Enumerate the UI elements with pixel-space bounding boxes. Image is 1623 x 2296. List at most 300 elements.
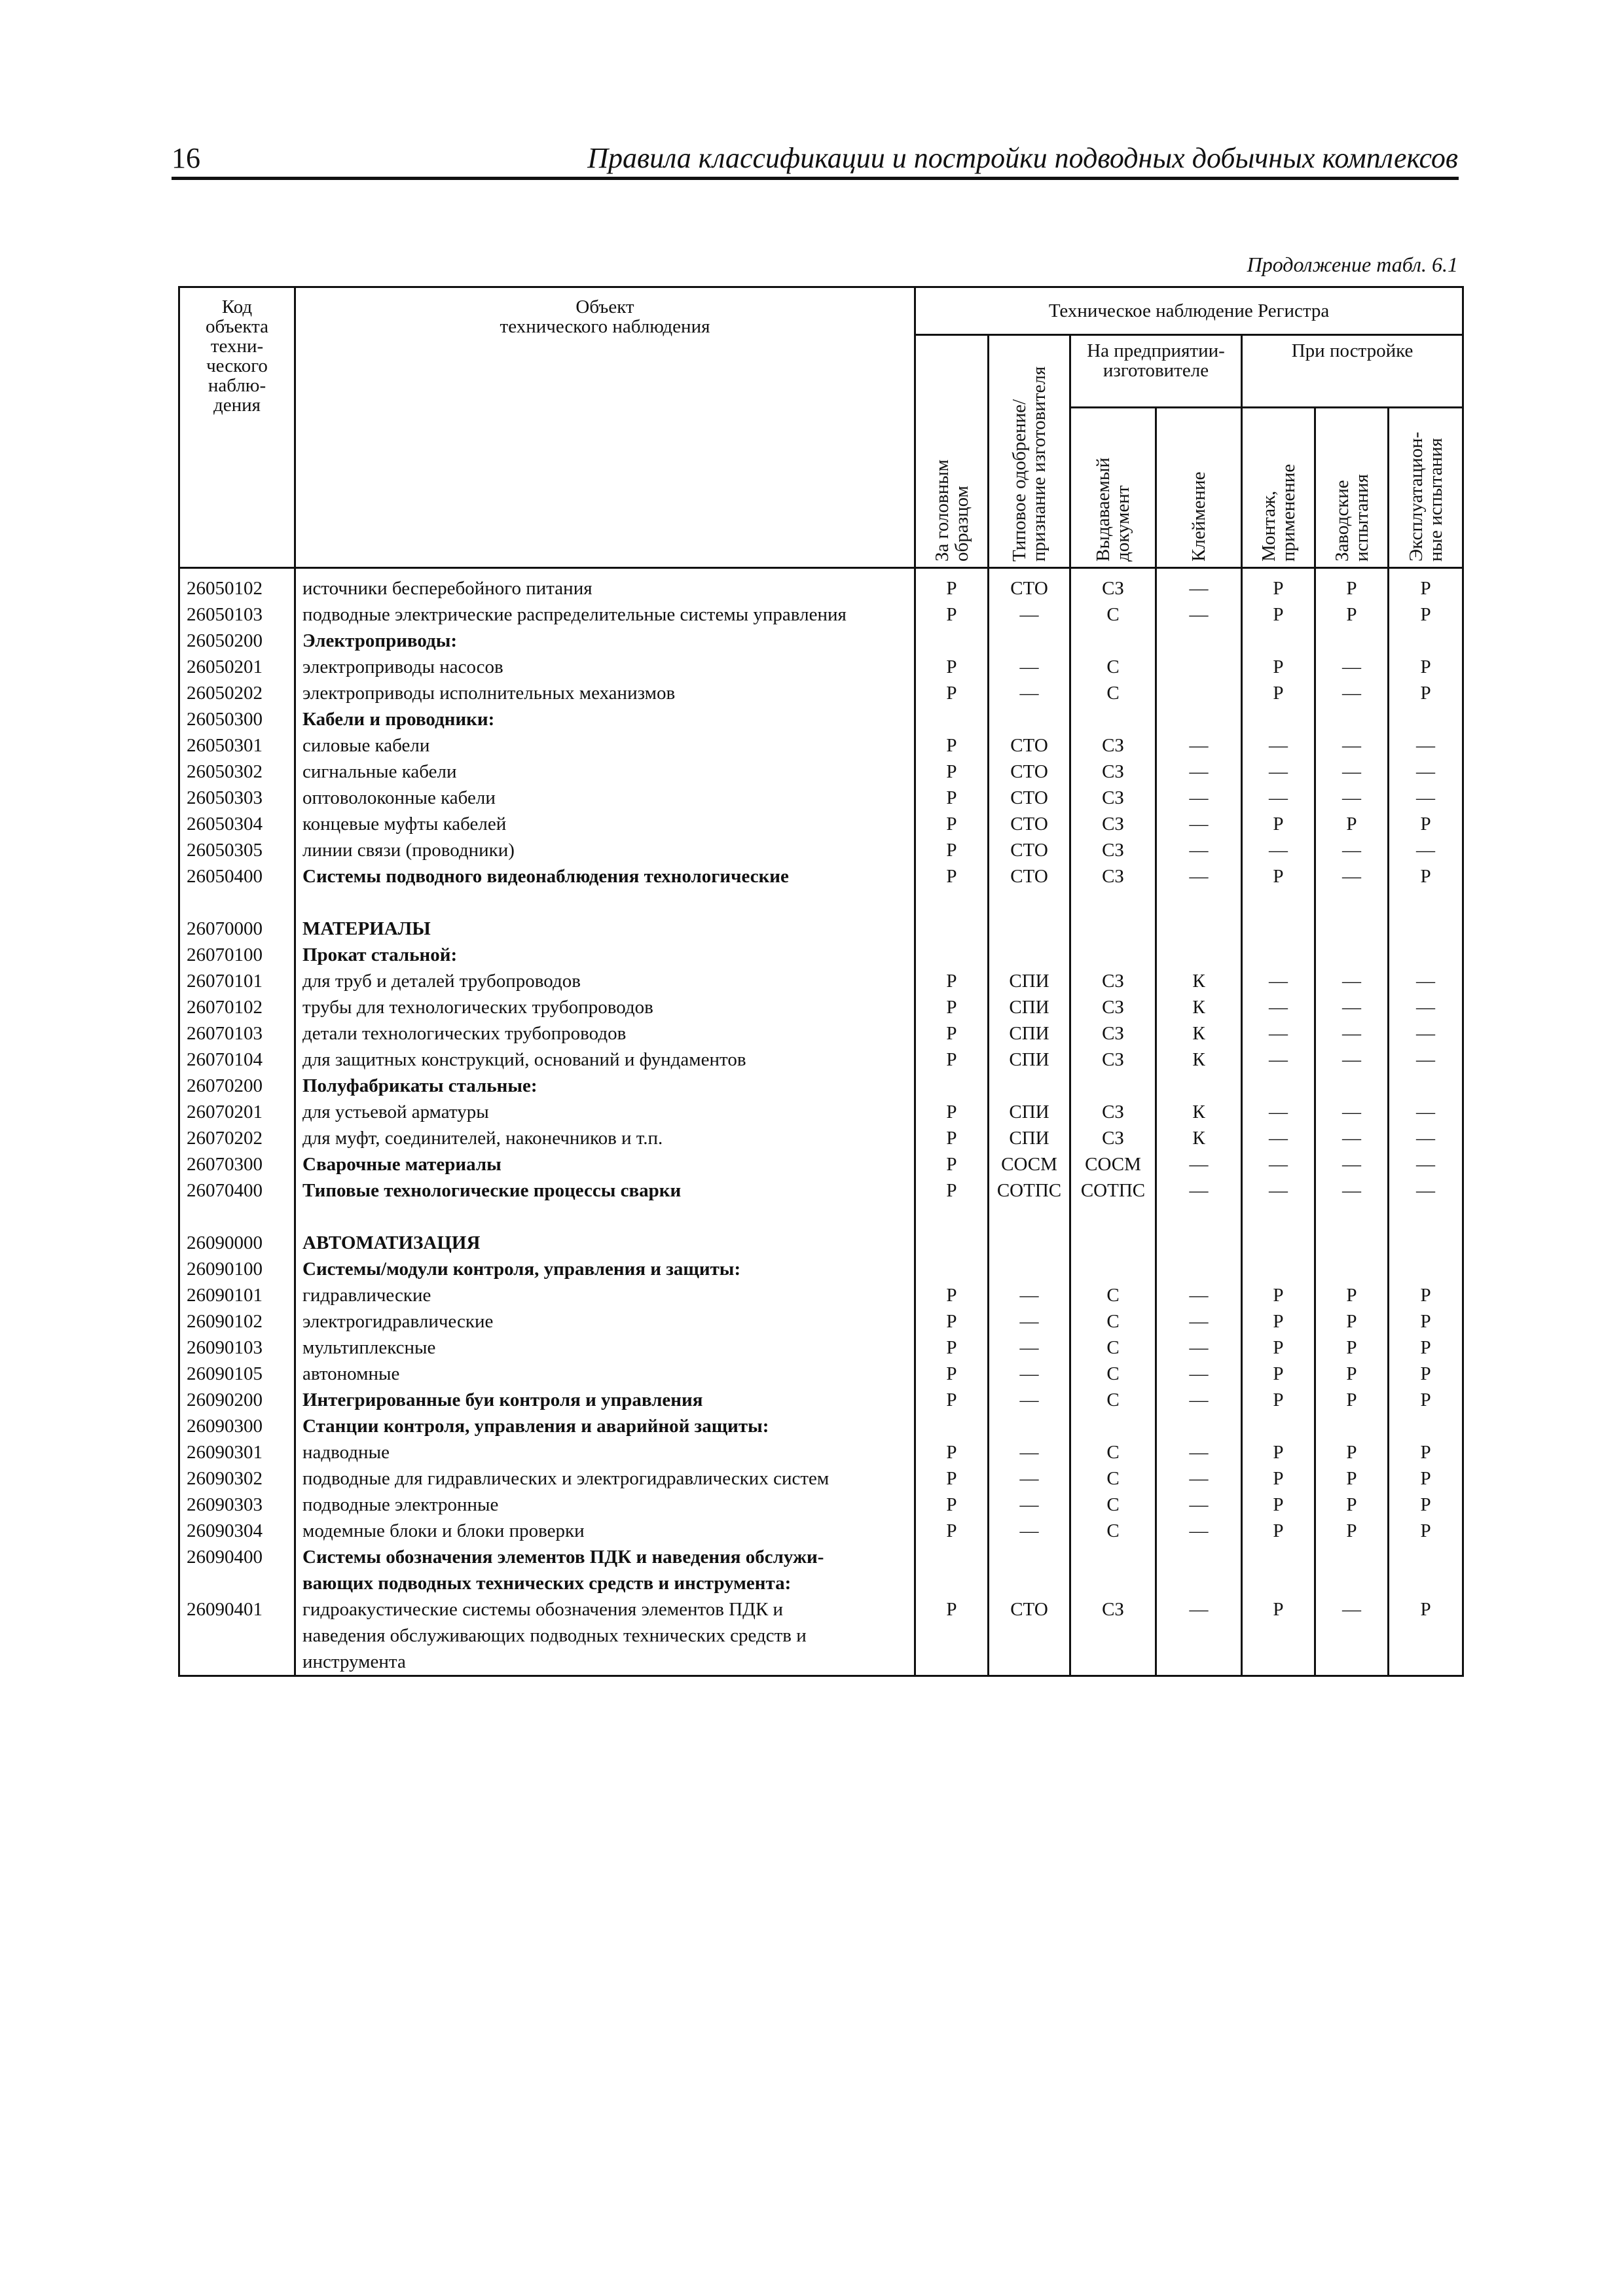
table-row [179, 811, 1463, 837]
cell-prototype: Р [915, 1518, 989, 1544]
cell-factory-tests [1315, 1413, 1389, 1439]
header-register-inspection: Техническое наблюдение Регистра [915, 287, 1463, 335]
cell-code: 26070104 [179, 1047, 295, 1073]
cell-issued-document: С [1070, 1465, 1156, 1492]
cell-code: 26050400 [179, 863, 295, 889]
cell-installation: Р [1242, 1439, 1315, 1465]
cell-branding: — [1156, 837, 1242, 863]
cell-type-approval: СТО [989, 568, 1070, 602]
cell-prototype: Р [915, 568, 989, 602]
cell-prototype: Р [915, 1125, 989, 1151]
cell-object: Интегрированные буи контроля и управления [295, 1387, 915, 1413]
cell-prototype: Р [915, 785, 989, 811]
cell-code [179, 1204, 295, 1230]
cell-object: модемные блоки и блоки проверки [295, 1518, 915, 1544]
cell-prototype [915, 1544, 989, 1570]
cell-operational-tests: Р [1389, 568, 1463, 602]
cell-branding: — [1156, 863, 1242, 889]
cell-operational-tests [1389, 706, 1463, 732]
cell-factory-tests: — [1315, 1596, 1389, 1623]
cell-operational-tests: — [1389, 837, 1463, 863]
cell-issued-document: СЗ [1070, 759, 1156, 785]
cell-type-approval [989, 1570, 1070, 1596]
cell-prototype [915, 1073, 989, 1099]
cell-code: 26070202 [179, 1125, 295, 1151]
header-code-line: ческого [206, 355, 268, 376]
cell-operational-tests: Р [1389, 1308, 1463, 1335]
cell-issued-document: С [1070, 1282, 1156, 1308]
header-type-approval [989, 335, 1070, 568]
cell-object: трубы для технологических трубопроводов [295, 994, 915, 1020]
table-spacer-row [179, 889, 1463, 916]
cell-issued-document: С [1070, 1335, 1156, 1361]
cell-factory-tests: — [1315, 1151, 1389, 1177]
table-row [179, 1230, 1463, 1256]
table-row [179, 968, 1463, 994]
cell-operational-tests [1389, 1073, 1463, 1099]
cell-object: источники бесперебойного питания [295, 568, 915, 602]
cell-object: концевые муфты кабелей [295, 811, 915, 837]
cell-installation: — [1242, 1177, 1315, 1204]
cell-type-approval: СПИ [989, 1047, 1070, 1073]
cell-installation [1242, 942, 1315, 968]
cell-object: Типовые технологические процессы сварки [295, 1177, 915, 1204]
cell-branding: — [1156, 1361, 1242, 1387]
table-row [179, 1518, 1463, 1544]
cell-code: 26070200 [179, 1073, 295, 1099]
cell-branding [1156, 1649, 1242, 1676]
table-row [179, 706, 1463, 732]
cell-object [295, 889, 915, 916]
header-prototype-line: За головным [931, 459, 953, 562]
cell-prototype: Р [915, 1387, 989, 1413]
table-row [179, 1020, 1463, 1047]
cell-operational-tests: — [1389, 785, 1463, 811]
cell-object: подводные электронные [295, 1492, 915, 1518]
cell-prototype [915, 1649, 989, 1676]
cell-prototype: Р [915, 1177, 989, 1204]
cell-branding: — [1156, 1308, 1242, 1335]
cell-issued-document [1070, 1413, 1156, 1439]
cell-factory-tests: — [1315, 863, 1389, 889]
cell-installation: Р [1242, 1361, 1315, 1387]
cell-operational-tests: — [1389, 1177, 1463, 1204]
header-installation-line: Монтаж, [1258, 490, 1279, 562]
cell-installation [1242, 1256, 1315, 1282]
cell-object: Электроприводы: [295, 628, 915, 654]
cell-type-approval [989, 1544, 1070, 1570]
cell-object: оптоволоконные кабели [295, 785, 915, 811]
cell-code: 26090300 [179, 1413, 295, 1439]
cell-factory-tests: — [1315, 759, 1389, 785]
cell-object: АВТОМАТИЗАЦИЯ [295, 1230, 915, 1256]
header-factory-tests [1315, 408, 1389, 568]
cell-code: 26050201 [179, 654, 295, 680]
cell-type-approval: СТО [989, 785, 1070, 811]
cell-type-approval: — [989, 1308, 1070, 1335]
cell-installation [1242, 1544, 1315, 1570]
cell-issued-document: С [1070, 1361, 1156, 1387]
cell-prototype [915, 1256, 989, 1282]
cell-operational-tests [1389, 1544, 1463, 1570]
cell-branding: К [1156, 1047, 1242, 1073]
cell-prototype: Р [915, 1361, 989, 1387]
table-row [179, 1387, 1463, 1413]
header-code-line: техни- [210, 336, 264, 357]
cell-operational-tests: Р [1389, 1335, 1463, 1361]
cell-object: наведения обслуживающих подводных технических средств и [295, 1623, 915, 1649]
cell-prototype: Р [915, 1099, 989, 1125]
cell-installation: — [1242, 837, 1315, 863]
table-row [179, 1151, 1463, 1177]
cell-operational-tests: Р [1389, 601, 1463, 628]
cell-operational-tests: Р [1389, 1492, 1463, 1518]
cell-code [179, 1623, 295, 1649]
cell-type-approval: СТО [989, 732, 1070, 759]
header-rule [172, 177, 1459, 180]
cell-installation: Р [1242, 601, 1315, 628]
cell-installation: Р [1242, 863, 1315, 889]
cell-prototype [915, 1204, 989, 1230]
cell-object: электроприводы исполнительных механизмов [295, 680, 915, 706]
cell-branding: — [1156, 1282, 1242, 1308]
cell-prototype [915, 1623, 989, 1649]
table-row [179, 1047, 1463, 1073]
table-row [179, 1125, 1463, 1151]
header-type-approval-line: Типовое одобрение/ [1009, 399, 1030, 562]
cell-prototype: Р [915, 1151, 989, 1177]
cell-code: 26090101 [179, 1282, 295, 1308]
cell-factory-tests [1315, 1544, 1389, 1570]
cell-operational-tests: Р [1389, 811, 1463, 837]
cell-type-approval [989, 1204, 1070, 1230]
header-object-line: Объект [575, 296, 634, 317]
cell-prototype [915, 889, 989, 916]
cell-code: 26090105 [179, 1361, 295, 1387]
cell-type-approval: — [989, 1387, 1070, 1413]
cell-type-approval: — [989, 601, 1070, 628]
table-row [179, 601, 1463, 628]
header-installation [1242, 408, 1315, 568]
cell-issued-document: С [1070, 601, 1156, 628]
cell-prototype: Р [915, 811, 989, 837]
table-spacer-row [179, 1204, 1463, 1230]
cell-operational-tests: — [1389, 1047, 1463, 1073]
cell-branding: К [1156, 994, 1242, 1020]
cell-factory-tests: Р [1315, 1361, 1389, 1387]
cell-object: автономные [295, 1361, 915, 1387]
cell-operational-tests: — [1389, 759, 1463, 785]
cell-issued-document: С [1070, 654, 1156, 680]
cell-code [179, 1570, 295, 1596]
cell-operational-tests: — [1389, 1099, 1463, 1125]
table-row [179, 1335, 1463, 1361]
cell-branding: — [1156, 1335, 1242, 1361]
cell-branding: — [1156, 568, 1242, 602]
cell-factory-tests: — [1315, 732, 1389, 759]
cell-object: Прокат стальной: [295, 942, 915, 968]
cell-prototype: Р [915, 732, 989, 759]
cell-type-approval: СПИ [989, 968, 1070, 994]
cell-branding: — [1156, 1465, 1242, 1492]
cell-issued-document [1070, 628, 1156, 654]
cell-factory-tests: Р [1315, 1282, 1389, 1308]
cell-code [179, 1649, 295, 1676]
cell-installation [1242, 1230, 1315, 1256]
cell-factory-tests: Р [1315, 1439, 1389, 1465]
cell-object: для муфт, соединителей, наконечников и т.п. [295, 1125, 915, 1151]
cell-installation: Р [1242, 811, 1315, 837]
cell-type-approval [989, 1230, 1070, 1256]
table-row [179, 1308, 1463, 1335]
cell-factory-tests: — [1315, 968, 1389, 994]
cell-factory-tests: Р [1315, 601, 1389, 628]
cell-operational-tests [1389, 1413, 1463, 1439]
cell-branding [1156, 1073, 1242, 1099]
cell-prototype [915, 706, 989, 732]
cell-branding: К [1156, 1125, 1242, 1151]
cell-object: электроприводы насосов [295, 654, 915, 680]
cell-type-approval [989, 628, 1070, 654]
cell-object: гидравлические [295, 1282, 915, 1308]
cell-branding: — [1156, 732, 1242, 759]
running-title: Правила классификации и постройки подводных добычных комплексов [587, 142, 1458, 174]
cell-type-approval: СОТПС [989, 1177, 1070, 1204]
cell-issued-document [1070, 916, 1156, 942]
cell-code: 26070103 [179, 1020, 295, 1047]
table-row [179, 942, 1463, 968]
cell-type-approval: СПИ [989, 1125, 1070, 1151]
header-issued-document-line: документ [1112, 485, 1133, 562]
cell-prototype: Р [915, 968, 989, 994]
cell-issued-document [1070, 1544, 1156, 1570]
cell-object [295, 1204, 915, 1230]
cell-operational-tests: — [1389, 732, 1463, 759]
cell-branding: — [1156, 1439, 1242, 1465]
cell-branding: — [1156, 1177, 1242, 1204]
cell-type-approval: СТО [989, 759, 1070, 785]
cell-code: 26090303 [179, 1492, 295, 1518]
cell-issued-document [1070, 1073, 1156, 1099]
cell-factory-tests [1315, 942, 1389, 968]
cell-installation: — [1242, 785, 1315, 811]
cell-branding: — [1156, 785, 1242, 811]
cell-type-approval: СПИ [989, 1099, 1070, 1125]
inspection-table [178, 286, 1464, 1677]
cell-branding [1156, 1256, 1242, 1282]
cell-prototype [915, 916, 989, 942]
cell-prototype [915, 1413, 989, 1439]
cell-type-approval: — [989, 1465, 1070, 1492]
cell-installation: — [1242, 968, 1315, 994]
cell-issued-document: СЗ [1070, 1099, 1156, 1125]
cell-type-approval [989, 1649, 1070, 1676]
cell-branding [1156, 680, 1242, 706]
cell-code: 26050202 [179, 680, 295, 706]
cell-operational-tests: Р [1389, 654, 1463, 680]
table-row [179, 732, 1463, 759]
cell-issued-document: СЗ [1070, 994, 1156, 1020]
cell-issued-document [1070, 1570, 1156, 1596]
cell-branding: — [1156, 1387, 1242, 1413]
cell-object: Системы обозначения элементов ПДК и наведения обслужи- [295, 1544, 915, 1570]
cell-type-approval: — [989, 1282, 1070, 1308]
cell-branding [1156, 628, 1242, 654]
cell-prototype: Р [915, 1282, 989, 1308]
cell-prototype [915, 628, 989, 654]
cell-type-approval: СПИ [989, 1020, 1070, 1047]
cell-installation: Р [1242, 1282, 1315, 1308]
table-row [179, 1413, 1463, 1439]
cell-code: 26070102 [179, 994, 295, 1020]
cell-factory-tests: — [1315, 1020, 1389, 1047]
cell-branding: К [1156, 968, 1242, 994]
cell-operational-tests: Р [1389, 863, 1463, 889]
cell-code: 26090304 [179, 1518, 295, 1544]
cell-branding [1156, 916, 1242, 942]
cell-object: Системы подводного видеонаблюдения технологические [295, 863, 915, 889]
cell-code: 26050302 [179, 759, 295, 785]
cell-branding [1156, 1623, 1242, 1649]
cell-operational-tests: — [1389, 1020, 1463, 1047]
header-issued-document [1070, 408, 1156, 568]
cell-object: электрогидравлические [295, 1308, 915, 1335]
cell-operational-tests [1389, 628, 1463, 654]
header-operational-tests-line: ные испытания [1425, 438, 1446, 562]
cell-prototype: Р [915, 1439, 989, 1465]
cell-branding: К [1156, 1020, 1242, 1047]
cell-operational-tests: Р [1389, 1596, 1463, 1623]
cell-factory-tests [1315, 628, 1389, 654]
header-installation-line: применение [1277, 463, 1299, 562]
cell-type-approval: СПИ [989, 994, 1070, 1020]
cell-type-approval: СОСМ [989, 1151, 1070, 1177]
cell-issued-document: СЗ [1070, 1125, 1156, 1151]
cell-prototype: Р [915, 863, 989, 889]
cell-factory-tests [1315, 1073, 1389, 1099]
cell-issued-document: С [1070, 1492, 1156, 1518]
cell-factory-tests: — [1315, 994, 1389, 1020]
cell-issued-document [1070, 1649, 1156, 1676]
header-factory-tests-line: испытания [1351, 474, 1372, 562]
header-code-line: Код [221, 296, 253, 317]
cell-factory-tests: Р [1315, 1387, 1389, 1413]
table-row [179, 680, 1463, 706]
cell-factory-tests: Р [1315, 1518, 1389, 1544]
header-object [295, 287, 915, 568]
cell-issued-document [1070, 1230, 1156, 1256]
cell-code: 26090200 [179, 1387, 295, 1413]
cell-installation: — [1242, 994, 1315, 1020]
cell-prototype: Р [915, 680, 989, 706]
cell-operational-tests: — [1389, 968, 1463, 994]
cell-type-approval: — [989, 654, 1070, 680]
cell-installation [1242, 916, 1315, 942]
cell-issued-document: С [1070, 1518, 1156, 1544]
cell-issued-document: СОТПС [1070, 1177, 1156, 1204]
cell-issued-document [1070, 1623, 1156, 1649]
cell-operational-tests: Р [1389, 1282, 1463, 1308]
cell-installation: Р [1242, 1596, 1315, 1623]
cell-object: детали технологических трубопроводов [295, 1020, 915, 1047]
cell-branding: — [1156, 811, 1242, 837]
cell-issued-document [1070, 942, 1156, 968]
cell-issued-document [1070, 889, 1156, 916]
header-branding [1156, 408, 1242, 568]
cell-issued-document: СЗ [1070, 968, 1156, 994]
cell-object: для защитных конструкций, оснований и фундаментов [295, 1047, 915, 1073]
cell-operational-tests [1389, 1230, 1463, 1256]
cell-object: гидроакустические системы обозначения элементов ПДК и [295, 1596, 915, 1623]
cell-code: 26090302 [179, 1465, 295, 1492]
cell-factory-tests: — [1315, 837, 1389, 863]
cell-prototype: Р [915, 1335, 989, 1361]
cell-factory-tests [1315, 916, 1389, 942]
cell-issued-document: СЗ [1070, 837, 1156, 863]
cell-branding [1156, 1413, 1242, 1439]
table-row [179, 568, 1463, 602]
cell-prototype: Р [915, 1465, 989, 1492]
cell-operational-tests: Р [1389, 1465, 1463, 1492]
cell-issued-document [1070, 1256, 1156, 1282]
cell-type-approval [989, 1413, 1070, 1439]
table-row [179, 654, 1463, 680]
cell-object: мультиплексные [295, 1335, 915, 1361]
cell-operational-tests: Р [1389, 1439, 1463, 1465]
cell-code: 26050103 [179, 601, 295, 628]
cell-type-approval: СТО [989, 1596, 1070, 1623]
cell-installation: Р [1242, 1465, 1315, 1492]
cell-prototype [915, 942, 989, 968]
cell-prototype: Р [915, 1492, 989, 1518]
cell-object: МАТЕРИАЛЫ [295, 916, 915, 942]
header-prototype-line: образцом [951, 486, 972, 562]
header-at-manufacturer-line: изготовителе [1103, 360, 1209, 381]
cell-code: 26050300 [179, 706, 295, 732]
cell-type-approval: — [989, 1518, 1070, 1544]
table-row [179, 994, 1463, 1020]
cell-branding [1156, 1230, 1242, 1256]
cell-installation [1242, 1073, 1315, 1099]
table-row [179, 759, 1463, 785]
cell-type-approval [989, 1256, 1070, 1282]
cell-installation [1242, 889, 1315, 916]
table-row [179, 1073, 1463, 1099]
cell-code: 26050305 [179, 837, 295, 863]
cell-prototype: Р [915, 654, 989, 680]
cell-installation: — [1242, 759, 1315, 785]
cell-installation [1242, 706, 1315, 732]
cell-code: 26070201 [179, 1099, 295, 1125]
cell-factory-tests: — [1315, 785, 1389, 811]
cell-installation [1242, 1649, 1315, 1676]
cell-issued-document: СОСМ [1070, 1151, 1156, 1177]
cell-installation [1242, 1413, 1315, 1439]
cell-type-approval [989, 889, 1070, 916]
table-row [179, 916, 1463, 942]
cell-operational-tests [1389, 942, 1463, 968]
cell-code: 26070000 [179, 916, 295, 942]
cell-type-approval [989, 1073, 1070, 1099]
cell-installation [1242, 628, 1315, 654]
cell-installation: Р [1242, 654, 1315, 680]
table-row [179, 1361, 1463, 1387]
cell-factory-tests [1315, 1230, 1389, 1256]
cell-factory-tests: Р [1315, 811, 1389, 837]
cell-code: 26050304 [179, 811, 295, 837]
header-code-line: наблю- [208, 375, 266, 396]
cell-factory-tests: Р [1315, 1335, 1389, 1361]
